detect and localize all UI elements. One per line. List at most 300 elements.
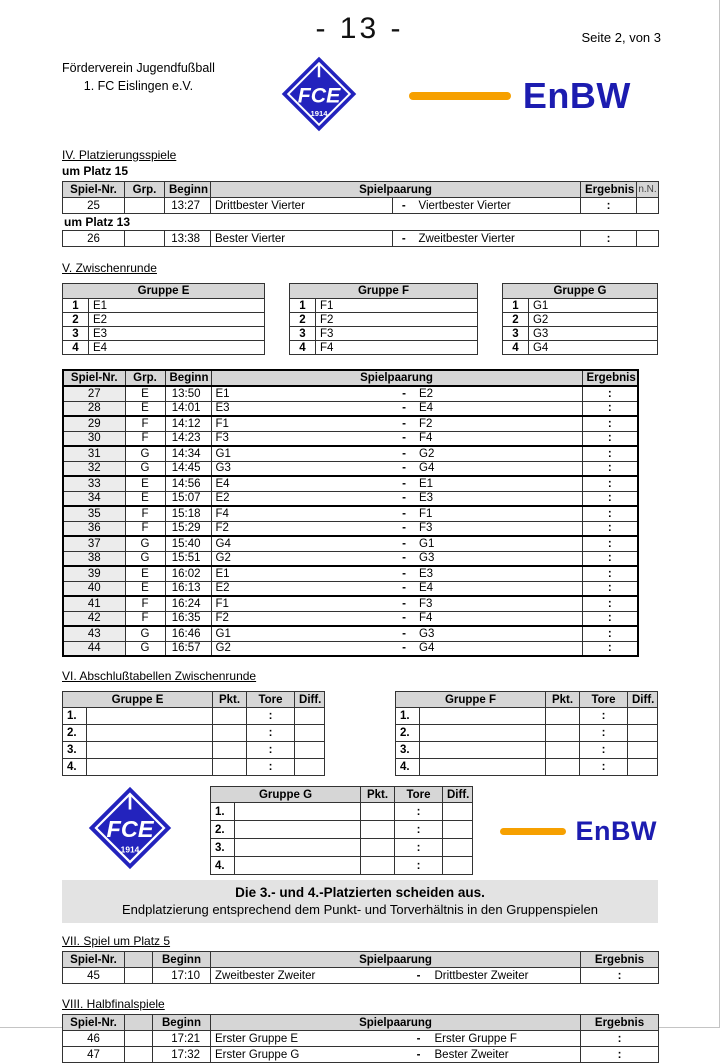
group-name: Gruppe F: [290, 284, 478, 299]
vs-dash: -: [393, 386, 415, 401]
match-time: 17:21: [153, 1031, 211, 1047]
match-row: [63, 401, 638, 416]
col-spiel-nr: Spiel-Nr.: [63, 182, 125, 198]
diff-cell: [295, 725, 325, 742]
points-cell: [213, 759, 247, 776]
home-team: F2: [211, 521, 393, 536]
table-header-row: [63, 182, 659, 198]
away-team: F2: [415, 416, 582, 431]
match-time: 13:38: [165, 231, 211, 247]
team-slot: E4: [89, 341, 265, 355]
team-rank: 1: [63, 299, 89, 313]
empty-cell: [125, 1031, 153, 1047]
away-team: E4: [415, 401, 582, 416]
team-rank: 3: [63, 327, 89, 341]
match-group: F: [125, 416, 165, 431]
points-cell: [546, 708, 580, 725]
platzierungsspiele-table-platz15: [62, 181, 659, 214]
table-header-row: [396, 692, 658, 708]
nn-cell: [637, 231, 659, 247]
match-row: [63, 566, 638, 581]
vs-dash: -: [407, 1047, 431, 1063]
match-number: 31: [63, 446, 125, 461]
result-cell: :: [581, 968, 659, 984]
col-nn: n.N.: [637, 182, 659, 198]
home-team: Erster Gruppe G: [211, 1047, 407, 1063]
match-number: 29: [63, 416, 125, 431]
col-beginn: Beginn: [153, 952, 211, 968]
enbw-orange-line-icon: [409, 92, 511, 100]
col-ergebnis: Ergebnis: [581, 1015, 659, 1031]
result-cell: :: [582, 536, 638, 551]
away-team: F1: [415, 506, 582, 521]
platz-15-label: um Platz 15: [62, 164, 129, 178]
match-group: F: [125, 596, 165, 611]
result-cell: :: [582, 521, 638, 536]
vs-dash: -: [393, 536, 415, 551]
match-row: [63, 461, 638, 476]
team-slot: G2: [528, 313, 657, 327]
away-team: G3: [415, 551, 582, 566]
standings-row: [211, 803, 473, 821]
group-team-row: [63, 313, 265, 327]
match-group: E: [125, 401, 165, 416]
group-tables-row: [62, 283, 658, 355]
rank-cell: 4.: [396, 759, 420, 776]
goals-cell: :: [395, 839, 443, 857]
group-team-row: [290, 299, 478, 313]
col-spielpaarung: Spielpaarung: [211, 1015, 581, 1031]
team-rank: 2: [290, 313, 316, 327]
svg-text:1914: 1914: [120, 844, 140, 855]
vs-dash: -: [393, 596, 415, 611]
result-cell: :: [582, 506, 638, 521]
match-number: 36: [63, 521, 125, 536]
match-time: 16:24: [165, 596, 211, 611]
match-row: [63, 446, 638, 461]
match-time: 14:45: [165, 461, 211, 476]
enbw-orange-line-icon: [500, 828, 566, 835]
standings-row: [63, 759, 325, 776]
home-team: F3: [211, 431, 393, 446]
home-team: Zweitbester Zweiter: [211, 968, 407, 984]
vs-dash: -: [393, 626, 415, 641]
match-number: 41: [63, 596, 125, 611]
match-number: 37: [63, 536, 125, 551]
team-rank: 4: [290, 341, 316, 355]
away-team: E2: [415, 386, 582, 401]
away-team: G2: [415, 446, 582, 461]
group-team-row: [290, 341, 478, 355]
match-time: 16:13: [165, 581, 211, 596]
table-header-row: [63, 1015, 659, 1031]
match-number: 33: [63, 476, 125, 491]
diff-cell: [295, 759, 325, 776]
match-group: E: [125, 491, 165, 506]
home-team: G2: [211, 641, 393, 656]
team-slot: E3: [89, 327, 265, 341]
match-number: 28: [63, 401, 125, 416]
rank-cell: 2.: [396, 725, 420, 742]
home-team: F2: [211, 611, 393, 626]
table-header-row: [63, 692, 325, 708]
diff-cell: [443, 803, 473, 821]
standings-row: [396, 759, 658, 776]
group-name: Gruppe G: [211, 787, 361, 803]
standings-row: [396, 725, 658, 742]
result-cell: :: [582, 431, 638, 446]
away-team: F4: [415, 611, 582, 626]
match-time: 15:29: [165, 521, 211, 536]
match-number: 47: [63, 1047, 125, 1063]
standings-table-f: [395, 691, 658, 776]
page-info: Seite 2, von 3: [581, 30, 661, 45]
points-cell: [361, 803, 395, 821]
match-time: 16:02: [165, 566, 211, 581]
team-rank: 4: [63, 341, 89, 355]
points-cell: [361, 821, 395, 839]
away-team: F3: [415, 521, 582, 536]
team-name-cell: [235, 857, 361, 875]
group-team-row: [290, 327, 478, 341]
match-group: G: [125, 626, 165, 641]
col-spielpaarung: Spielpaarung: [211, 370, 582, 386]
group-team-row: [502, 299, 657, 313]
match-number: 30: [63, 431, 125, 446]
col-spiel-nr: Spiel-Nr.: [63, 1015, 125, 1031]
rank-cell: 2.: [211, 821, 235, 839]
team-rank: 4: [502, 341, 528, 355]
away-team: G4: [415, 641, 582, 656]
team-name-cell: [420, 725, 546, 742]
match-number: 27: [63, 386, 125, 401]
col-ergebnis: Ergebnis: [581, 952, 659, 968]
home-team: Bester Vierter: [211, 231, 393, 247]
group-team-row: [502, 327, 657, 341]
match-group: [125, 198, 165, 214]
match-row: [63, 491, 638, 506]
home-team: G3: [211, 461, 393, 476]
group-f-table: [289, 283, 478, 355]
match-time: 14:01: [165, 401, 211, 416]
col-grp: Grp.: [125, 370, 165, 386]
match-row: [63, 198, 659, 214]
rank-cell: 4.: [211, 857, 235, 875]
match-time: 13:50: [165, 386, 211, 401]
vs-dash: -: [393, 551, 415, 566]
match-group: E: [125, 581, 165, 596]
match-number: 26: [63, 231, 125, 247]
halbfinale-table: [62, 1014, 659, 1063]
points-cell: [361, 857, 395, 875]
vs-dash: -: [393, 231, 415, 247]
group-name: Gruppe E: [63, 692, 213, 708]
result-cell: :: [582, 626, 638, 641]
diff-cell: [443, 839, 473, 857]
away-team: E4: [415, 581, 582, 596]
diff-cell: [628, 742, 658, 759]
diff-cell: [443, 857, 473, 875]
team-rank: 2: [63, 313, 89, 327]
team-name-cell: [420, 708, 546, 725]
match-row: [63, 968, 659, 984]
team-name-cell: [87, 725, 213, 742]
table-header-row: [63, 952, 659, 968]
enbw-wordmark: EnBW: [575, 816, 657, 846]
rank-cell: 3.: [211, 839, 235, 857]
match-row: [63, 581, 638, 596]
points-cell: [546, 725, 580, 742]
col-beginn: Beginn: [165, 370, 211, 386]
home-team: E1: [211, 566, 393, 581]
vs-dash: -: [393, 611, 415, 626]
group-name: Gruppe F: [396, 692, 546, 708]
diff-cell: [443, 821, 473, 839]
result-cell: :: [581, 1047, 659, 1063]
page-number: - 13 -: [315, 12, 404, 45]
result-cell: :: [582, 566, 638, 581]
rank-cell: 1.: [63, 708, 87, 725]
result-cell: :: [582, 401, 638, 416]
col-spielpaarung: Spielpaarung: [211, 952, 581, 968]
team-slot: E1: [89, 299, 265, 313]
result-cell: :: [582, 641, 638, 656]
rank-cell: 3.: [396, 742, 420, 759]
home-team: E4: [211, 476, 393, 491]
match-number: 45: [63, 968, 125, 984]
match-row: [63, 521, 638, 536]
home-team: G1: [211, 446, 393, 461]
home-team: E2: [211, 491, 393, 506]
team-slot: G3: [528, 327, 657, 341]
home-team: G2: [211, 551, 393, 566]
section-viii-title: VIII. Halbfinalspiele: [62, 997, 165, 1011]
notice-body: Endplatzierung entsprechend dem Punkt- und Torverhältnis in den Gruppenspielen: [121, 902, 598, 917]
col-grp: Grp.: [125, 182, 165, 198]
match-row: [63, 231, 659, 247]
section-vii-title: VII. Spiel um Platz 5: [62, 934, 171, 948]
rank-cell: 3.: [63, 742, 87, 759]
team-name-cell: [235, 839, 361, 857]
match-time: 15:07: [165, 491, 211, 506]
zwischenrunde-schedule-table: [62, 369, 639, 657]
organization-name: Förderverein Jugendfußball: [62, 61, 215, 75]
club-name: 1. FC Eislingen e.V.: [83, 78, 194, 93]
home-team: E1: [211, 386, 393, 401]
result-cell: :: [582, 416, 638, 431]
section-v-title: V. Zwischenrunde: [62, 261, 157, 275]
team-name-cell: [235, 821, 361, 839]
result-cell: :: [582, 476, 638, 491]
match-time: 15:40: [165, 536, 211, 551]
diff-cell: [295, 708, 325, 725]
result-cell: :: [581, 1031, 659, 1047]
match-time: 13:27: [165, 198, 211, 214]
col-pkt: Pkt.: [361, 787, 395, 803]
group-team-row: [63, 327, 265, 341]
match-number: 43: [63, 626, 125, 641]
match-group: G: [125, 461, 165, 476]
team-name-cell: [87, 742, 213, 759]
match-number: 42: [63, 611, 125, 626]
match-group: F: [125, 521, 165, 536]
vs-dash: -: [393, 521, 415, 536]
col-spiel-nr: Spiel-Nr.: [63, 370, 125, 386]
match-time: 14:56: [165, 476, 211, 491]
col-ergebnis: Ergebnis: [581, 182, 637, 198]
col-diff: Diff.: [295, 692, 325, 708]
result-cell: :: [582, 491, 638, 506]
col-tore: Tore: [580, 692, 628, 708]
standings-row: [211, 839, 473, 857]
col-pkt: Pkt.: [546, 692, 580, 708]
away-team: G3: [415, 626, 582, 641]
match-group: G: [125, 551, 165, 566]
team-rank: 3: [502, 327, 528, 341]
svg-text:FCE: FCE: [297, 83, 341, 108]
col-tore: Tore: [247, 692, 295, 708]
standings-row: [63, 742, 325, 759]
fce-club-logo-icon: [86, 786, 174, 870]
away-team: Viertbester Vierter: [415, 198, 581, 214]
home-team: F1: [211, 596, 393, 611]
match-number: 46: [63, 1031, 125, 1047]
away-team: F4: [415, 431, 582, 446]
away-team: F3: [415, 596, 582, 611]
standings-row: [63, 725, 325, 742]
result-cell: :: [581, 231, 637, 247]
platz-13-label: um Platz 13: [64, 215, 131, 229]
standings-row: [211, 857, 473, 875]
points-cell: [213, 742, 247, 759]
away-team: Zweitbester Vierter: [415, 231, 581, 247]
match-number: 34: [63, 491, 125, 506]
group-team-row: [502, 341, 657, 355]
match-number: 40: [63, 581, 125, 596]
notice-title: Die 3.- und 4.-Platzierten scheiden aus.: [235, 885, 485, 900]
away-team: E3: [415, 566, 582, 581]
vs-dash: -: [393, 506, 415, 521]
match-row: [63, 551, 638, 566]
match-time: 17:10: [153, 968, 211, 984]
result-cell: :: [582, 386, 638, 401]
away-team: Drittbester Zweiter: [431, 968, 581, 984]
match-row: [63, 536, 638, 551]
match-row: [63, 1047, 659, 1063]
goals-cell: :: [247, 725, 295, 742]
points-cell: [546, 759, 580, 776]
match-number: 44: [63, 641, 125, 656]
col-diff: Diff.: [628, 692, 658, 708]
enbw-wordmark: EnBW: [522, 75, 631, 116]
col-beginn: Beginn: [153, 1015, 211, 1031]
organization-block: [62, 60, 215, 95]
match-group: E: [125, 476, 165, 491]
match-number: 39: [63, 566, 125, 581]
team-rank: 3: [290, 327, 316, 341]
col-beginn: Beginn: [165, 182, 211, 198]
enbw-logo: [409, 75, 631, 116]
standings-row: [396, 742, 658, 759]
group-team-row: [290, 313, 478, 327]
document-header: [62, 56, 657, 134]
away-team: E1: [415, 476, 582, 491]
team-rank: 1: [290, 299, 316, 313]
team-name-cell: [87, 708, 213, 725]
result-cell: :: [582, 461, 638, 476]
team-name-cell: [420, 742, 546, 759]
goals-cell: :: [580, 742, 628, 759]
goals-cell: :: [247, 708, 295, 725]
match-number: 32: [63, 461, 125, 476]
table-header-row: [63, 370, 638, 386]
home-team: E2: [211, 581, 393, 596]
goals-cell: :: [395, 857, 443, 875]
diff-cell: [628, 759, 658, 776]
points-cell: [361, 839, 395, 857]
match-group: F: [125, 506, 165, 521]
match-number: 25: [63, 198, 125, 214]
home-team: E3: [211, 401, 393, 416]
home-team: G4: [211, 536, 393, 551]
team-slot: E2: [89, 313, 265, 327]
home-team: F4: [211, 506, 393, 521]
match-time: 14:23: [165, 431, 211, 446]
away-team: Erster Gruppe F: [431, 1031, 581, 1047]
away-team: E3: [415, 491, 582, 506]
goals-cell: :: [580, 708, 628, 725]
group-team-row: [502, 313, 657, 327]
result-cell: :: [582, 581, 638, 596]
result-cell: :: [581, 198, 637, 214]
match-row: [63, 596, 638, 611]
group-team-row: [63, 299, 265, 313]
col-pkt: Pkt.: [213, 692, 247, 708]
vs-dash: -: [393, 581, 415, 596]
team-slot: G4: [528, 341, 657, 355]
vs-dash: -: [393, 491, 415, 506]
goals-cell: :: [247, 742, 295, 759]
team-slot: F2: [316, 313, 478, 327]
team-slot: F3: [316, 327, 478, 341]
match-row: [63, 431, 638, 446]
points-cell: [213, 708, 247, 725]
vs-dash: -: [407, 1031, 431, 1047]
match-row: [63, 506, 638, 521]
group-team-row: [63, 341, 265, 355]
col-diff: Diff.: [443, 787, 473, 803]
match-time: 15:51: [165, 551, 211, 566]
group-name: Gruppe G: [502, 284, 657, 299]
rank-cell: 1.: [396, 708, 420, 725]
match-group: G: [125, 446, 165, 461]
team-slot: F4: [316, 341, 478, 355]
result-cell: :: [582, 611, 638, 626]
team-slot: F1: [316, 299, 478, 313]
diff-cell: [628, 725, 658, 742]
match-time: 16:46: [165, 626, 211, 641]
match-time: 16:35: [165, 611, 211, 626]
col-ergebnis: Ergebnis: [582, 370, 638, 386]
section-iv-title: IV. Platzierungsspiele: [62, 148, 177, 162]
match-time: 17:32: [153, 1047, 211, 1063]
vs-dash: -: [393, 446, 415, 461]
vs-dash: -: [393, 641, 415, 656]
svg-text:1914: 1914: [310, 109, 328, 119]
elimination-notice: [62, 880, 658, 923]
goals-cell: :: [580, 759, 628, 776]
home-team: F1: [211, 416, 393, 431]
